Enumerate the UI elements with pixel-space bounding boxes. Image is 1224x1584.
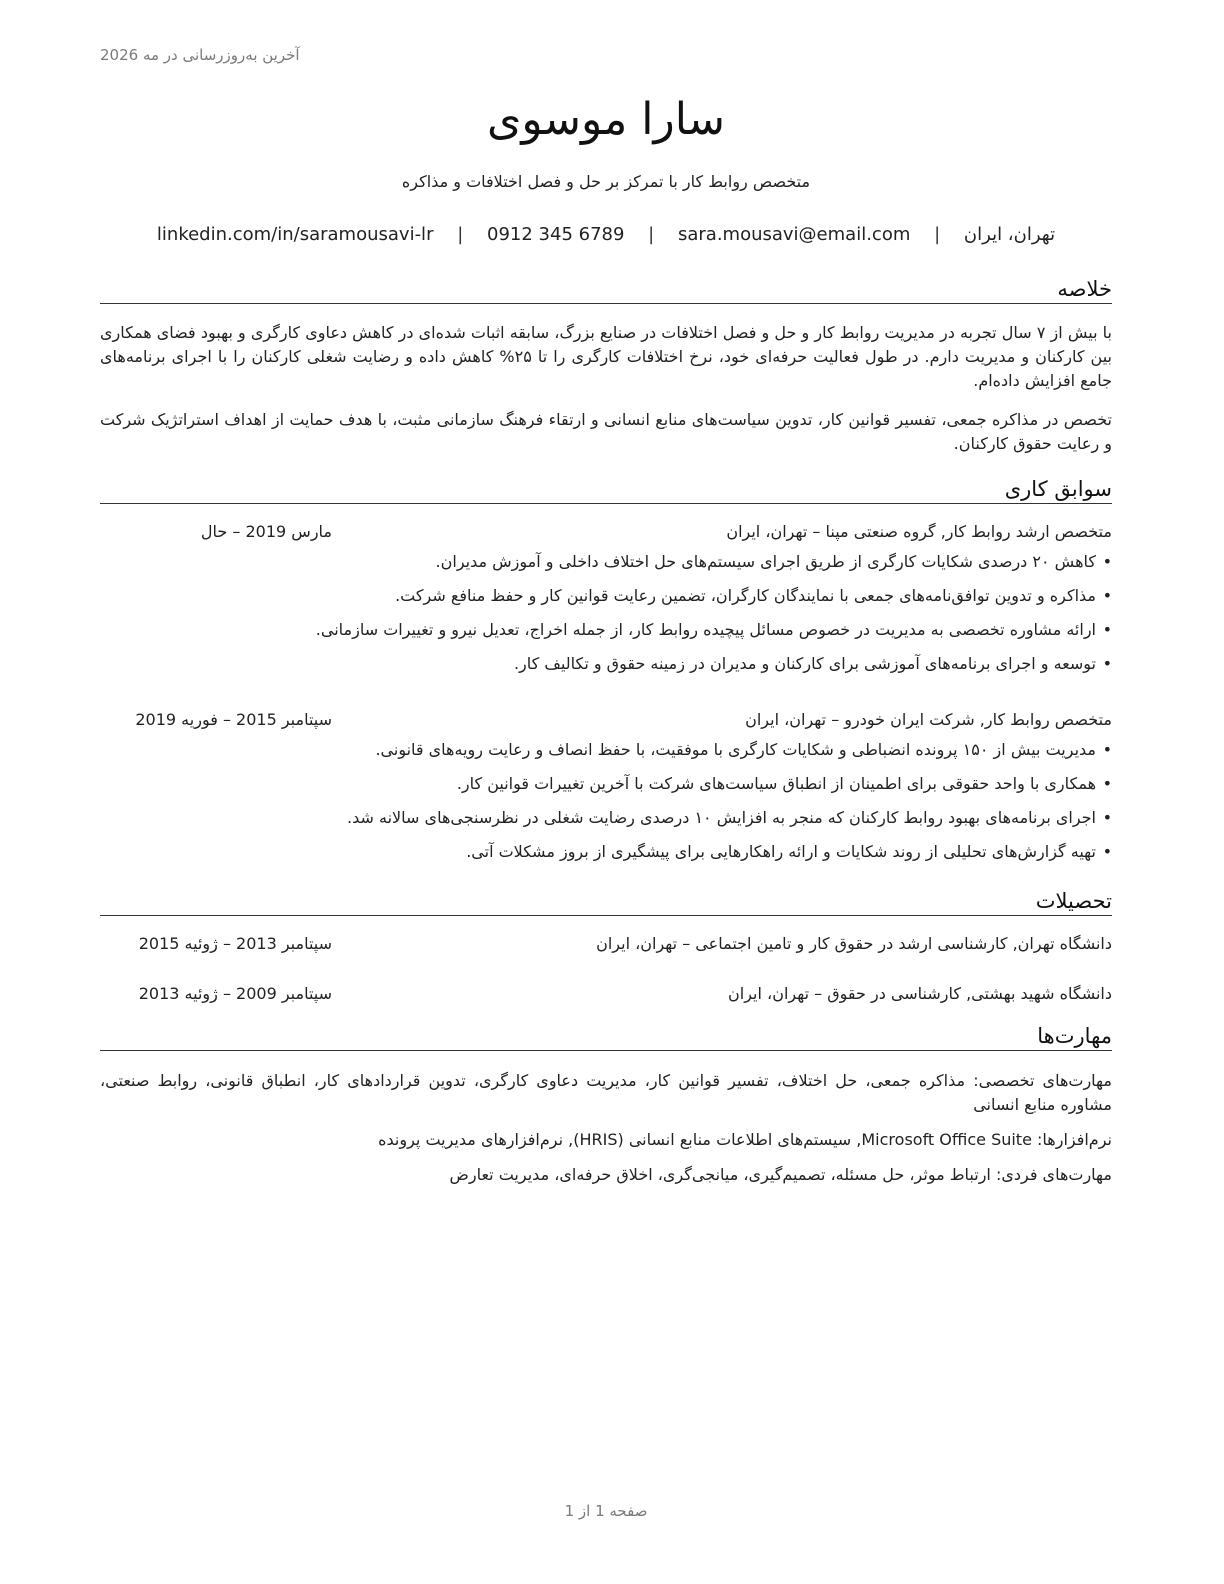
summary-paragraph: با بیش از ۷ سال تجربه در مدیریت روابط کار و حل و فصل اختلافات در صنایع بزرگ، سابقه اثبات شده‌ای در کاهش دعاوی کارگری و بهبود فضای همکاری بین کارکنان و مدیریت دارم. در طول فعالیت حرفه‌ای خود، نرخ اختلافات کارگری را تا ۲۵% کاهش داده و رضایت شغلی کارکنان را با اجرای برنامه‌های جامع افزایش داده‌ام. [100,323,1113,390]
job-header [100,520,1112,544]
job-bullet-text: ارائه مشاوره تخصصی به مدیریت در خصوص مسائل پیچیده روابط کار، از جمله اخراج، تعدیل نیرو و تغییرات سازمانی. [315,620,1096,639]
job-bullet [100,806,1112,840]
contact-linkedin[interactable]: linkedin.com/in/saramousavi-lr [156,224,434,245]
contact-email[interactable]: sara.mousavi@email.com [677,224,911,245]
resume-page [100,0,1112,1584]
education-dates: سپتامبر 2009 – ژوئیه 2013 [138,984,332,1003]
skills-line: مهارت‌های فردی: ارتباط موثر، حل مسئله، تصمیم‌گیری، میانجی‌گری، اخلاق حرفه‌ای، مدیریت تعارض [449,1165,1112,1184]
contact-line [100,222,1112,248]
job-bullet-text: توسعه و اجرای برنامه‌های آموزشی برای کارکنان و مدیران در زمینه حقوق و تکالیف کار. [513,654,1096,673]
contact-separator: | [648,224,655,245]
job-bullet [100,550,1112,584]
education-entry [100,932,1112,956]
job-bullet [100,772,1112,806]
job-bullet [100,738,1112,772]
job-bullet-text: همکاری با واحد حقوقی برای اطمینان از انطباق سیاست‌های شرکت با آخرین تغییرات قوانین کار. [456,774,1096,793]
skills-heading: مهارت‌ها [100,1022,1112,1051]
contact-phone[interactable]: 0912 345 6789 [487,224,625,245]
bullet-icon: • [1102,842,1112,861]
bullet-icon: • [1102,586,1112,605]
education-title: دانشگاه تهران, کارشناسی ارشد در حقوق کار و تامین اجتماعی – تهران، ایران [596,934,1112,953]
job-bullet-list [100,738,1112,874]
job-bullet-text: مذاکره و تدوین توافق‌نامه‌های جمعی با نمایندگان کارگران، تضمین رعایت قوانین کار و حفظ منافع شرکت. [395,586,1096,605]
job-bullet [100,584,1112,618]
job-title: متخصص روابط کار, شرکت ایران خودرو – تهران، ایران [745,710,1112,729]
skills-line: نرم‌افزارها: Microsoft Office Suite, سیستم‌های اطلاعات منابع انسانی (HRIS), نرم‌افزارهای مدیریت پرونده [378,1130,1112,1149]
bullet-icon: • [1102,808,1112,827]
bullet-icon: • [1102,740,1112,759]
candidate-tagline: متخصص روابط کار با تمرکز بر حل و فصل اختلافات و مذاکره [401,172,811,191]
job-bullet-list [100,550,1112,686]
experience-heading: سوابق کاری [100,475,1112,504]
job-header [100,708,1112,732]
education-entry [100,982,1112,1006]
job-dates: مارس 2019 – حال [200,522,332,541]
bullet-icon: • [1102,620,1112,639]
bullet-icon: • [1102,774,1112,793]
summary-paragraph: تخصص در مذاکره جمعی، تفسیر قوانین کار، تدوین سیاست‌های منابع انسانی و ارتقاء فرهنگ سازمانی مثبت، با هدف حمایت از اهداف استراتژیک شرکت و رعایت حقوق کارکنان. [100,410,1112,453]
contact-location: تهران، ایران [963,224,1056,245]
page-indicator: صفحه 1 از 1 [564,1502,648,1520]
last-updated-note: آخرین به‌روزرسانی در مه 2026 [100,46,300,64]
job-bullet-text: اجرای برنامه‌های بهبود روابط کارکنان که منجر به افزایش ۱۰ درصدی رضایت شغلی در نظرسنجی‌های سالانه شد. [347,808,1096,827]
job-title: متخصص ارشد روابط کار, گروه صنعتی مپنا – تهران، ایران [726,522,1112,541]
candidate-name: سارا موسوی [486,94,726,145]
summary-heading: خلاصه [100,275,1112,304]
job-bullet-text: کاهش ۲۰ درصدی شکایات کارگری از طریق اجرای سیستم‌های حل اختلاف داخلی و آموزش مدیران. [435,552,1096,571]
education-dates: سپتامبر 2013 – ژوئیه 2015 [138,934,332,953]
job-bullet [100,840,1112,874]
job-bullet [100,618,1112,652]
job-dates: سپتامبر 2015 – فوریه 2019 [135,710,332,729]
contact-separator: | [457,224,464,245]
bullet-icon: • [1102,654,1112,673]
contact-separator: | [934,224,941,245]
bullet-icon: • [1102,552,1112,571]
job-bullet-text: تهیه گزارش‌های تحلیلی از روند شکایات و ارائه راهکارهایی برای پیشگیری از بروز مشکلات آتی. [466,842,1096,861]
skills-line: مهارت‌های تخصصی: مذاکره جمعی، حل اختلاف، تفسیر قوانین کار، مدیریت دعاوی کارگری، تدوین قراردادهای کار، انطباق قانونی، روابط صنعتی، مشاوره منابع انسانی [100,1071,1112,1114]
job-bullet [100,652,1112,686]
education-title: دانشگاه شهید بهشتی, کارشناسی در حقوق – تهران، ایران [728,984,1112,1003]
job-bullet-text: مدیریت بیش از ۱۵۰ پرونده انضباطی و شکایات کارگری با موفقیت، با حفظ انصاف و رعایت رویه‌های قانونی. [375,740,1096,759]
education-heading: تحصیلات [100,887,1112,916]
